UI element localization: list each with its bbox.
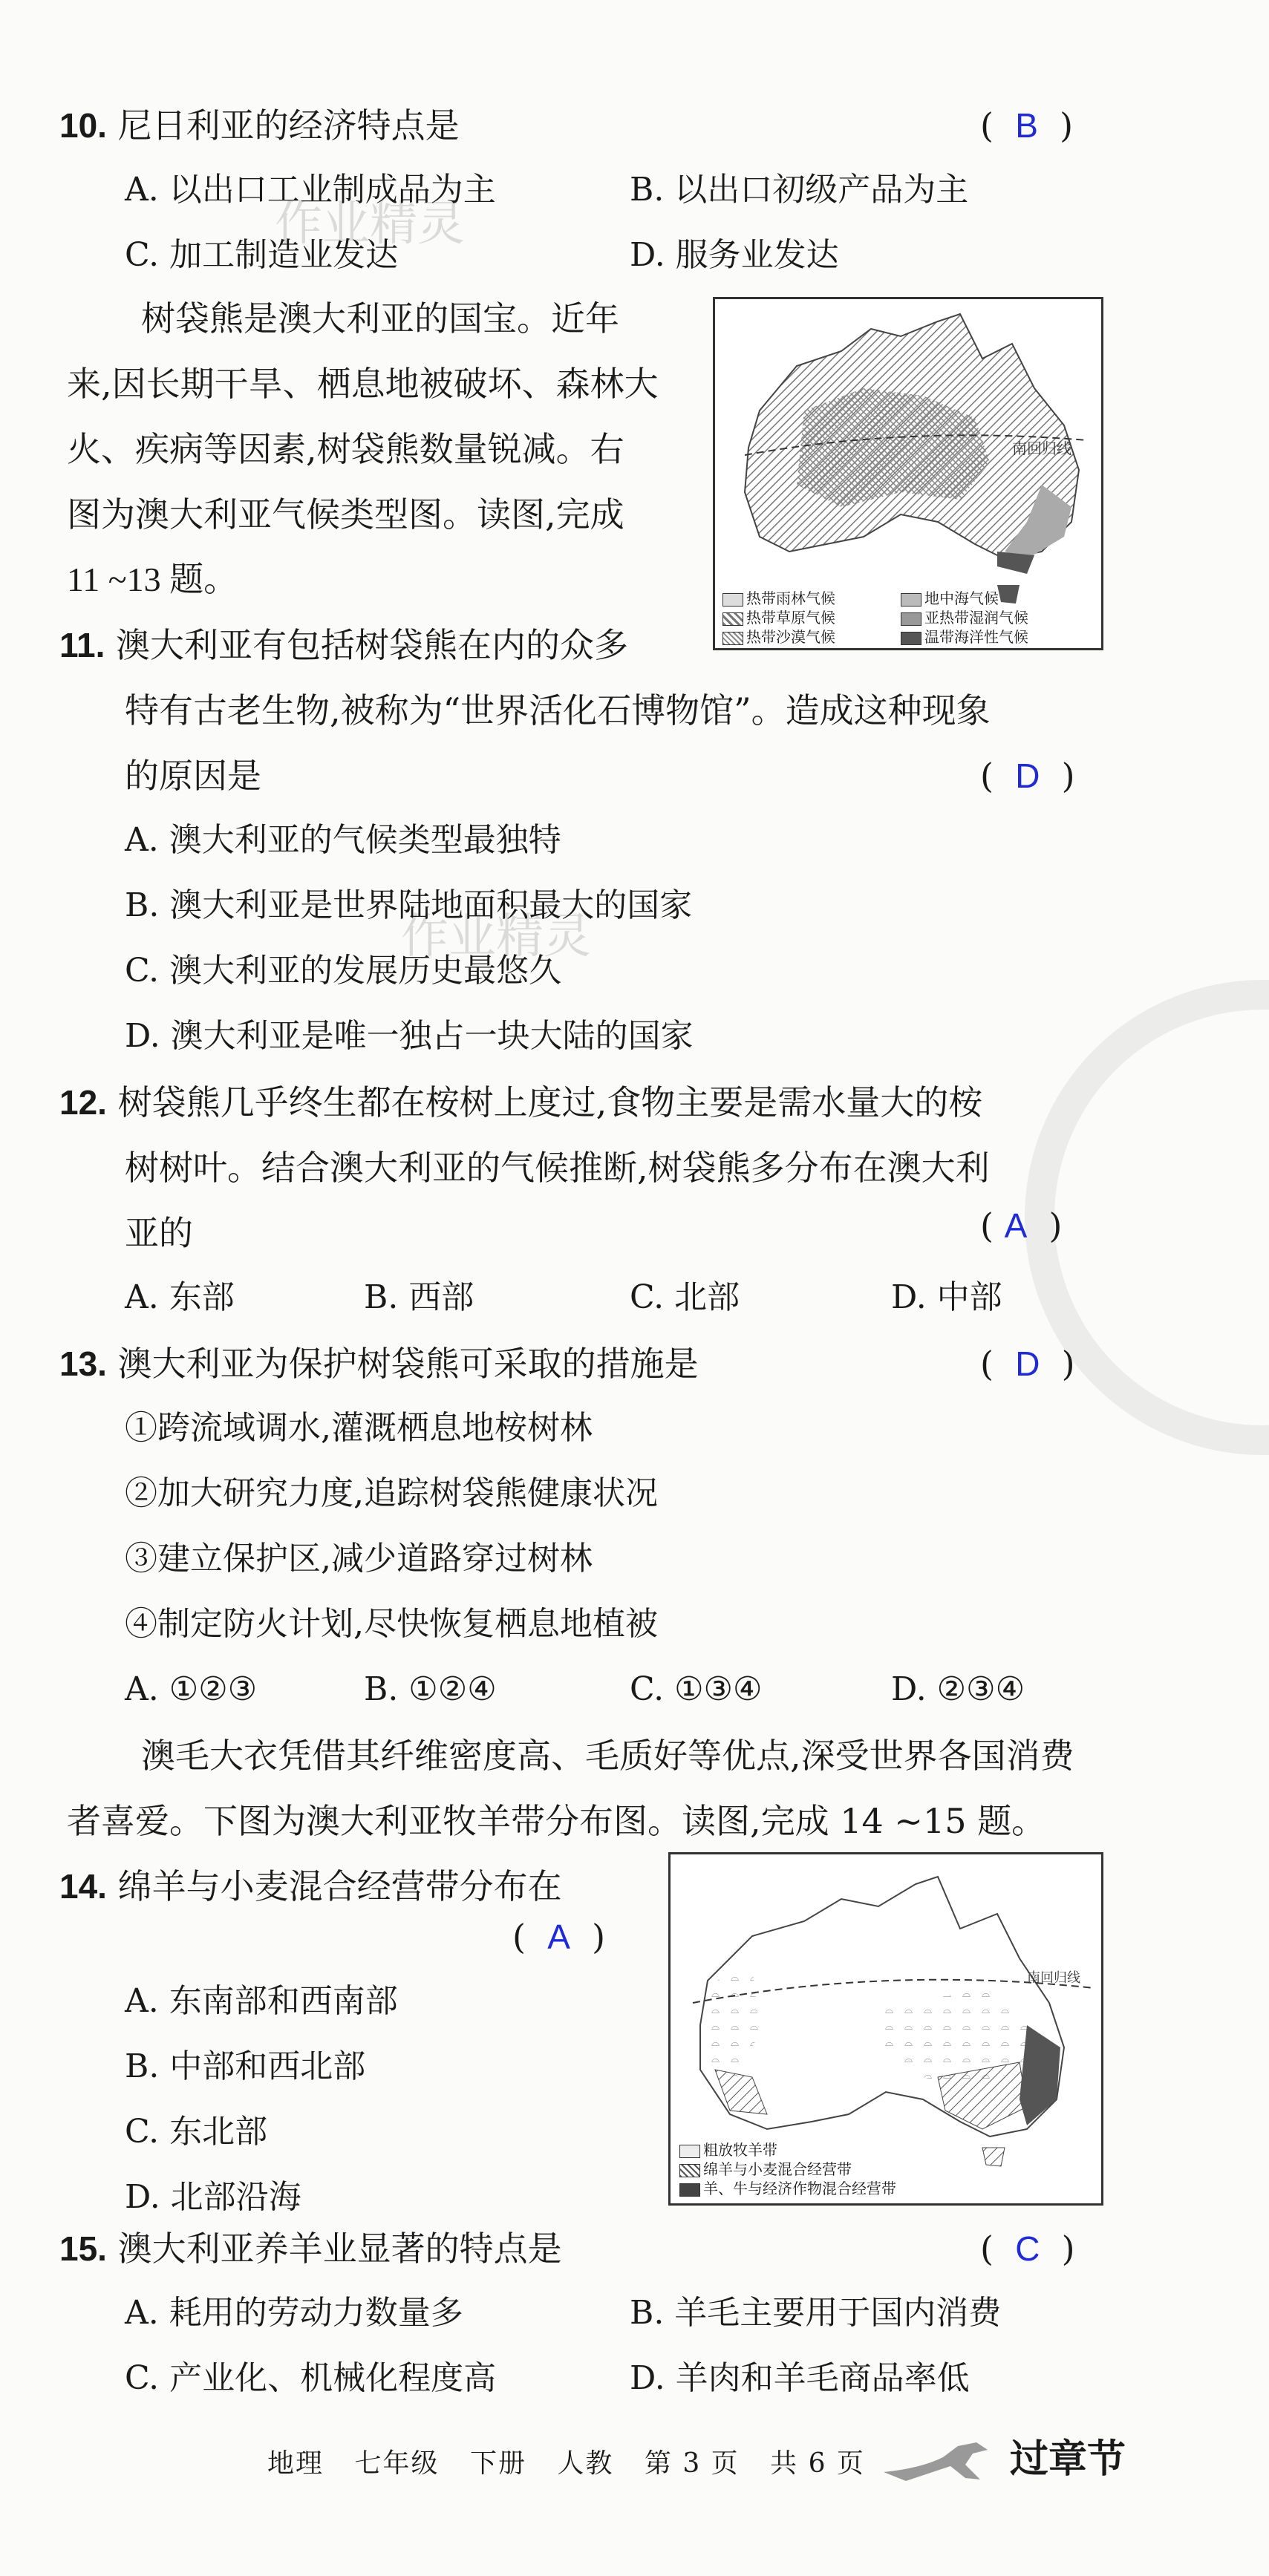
footer-grade: 七年级: [354, 2448, 440, 2479]
intro2-line-1: 澳毛大衣凭借其纤维密度高、毛质好等优点,深受世界各国消费: [141, 1736, 1074, 1776]
q12-stem-line-2: 树树叶。结合澳大利亚的气候推断,树袋熊多分布在澳大利: [125, 1148, 990, 1188]
q15-option-d: D. 羊肉和羊毛商品率低: [630, 2359, 970, 2397]
q11-stem-line-3: 的原因是: [125, 756, 261, 796]
legend-swatch-icon: [901, 593, 921, 607]
tropic-label: 南回归线: [1012, 439, 1071, 457]
page-footer: [267, 2442, 886, 2480]
q14-number: 14.: [59, 1867, 107, 1906]
legend-swatch-icon: [901, 632, 921, 645]
q10-stem: [59, 104, 460, 147]
climate-legend-3: [722, 608, 835, 627]
q14-option-b: B. 中部和西北部: [125, 2047, 366, 2085]
q13-stem: [59, 1342, 699, 1385]
sheep-legend-1: [679, 2140, 777, 2160]
legend-swatch-icon: [722, 593, 743, 607]
intro1-line-3: 火、疾病等因素,树袋熊数量锐减。右: [67, 429, 624, 469]
q11-option-a: A. 澳大利亚的气候类型最独特: [125, 821, 561, 859]
climate-legend-2: [901, 589, 999, 608]
footer-subject: 地理: [267, 2448, 324, 2479]
legend-label: 羊、牛与经济作物混合经营带: [703, 2180, 896, 2197]
intro1-line-4: 图为澳大利亚气候类型图。读图,完成: [67, 494, 624, 535]
q12-answer: A: [1004, 1206, 1028, 1245]
q12-stem-line-1: [59, 1081, 982, 1124]
footer-page: 第 3 页: [644, 2448, 740, 2479]
q13-item-1: ①跨流域调水,灌溉栖息地桉树林: [125, 1409, 593, 1447]
sheep-legend-3: [679, 2179, 896, 2198]
q10-option-a: A. 以出口工业制成品为主: [125, 171, 496, 209]
legend-label: 粗放牧羊带: [703, 2141, 777, 2159]
q13-number: 13.: [59, 1344, 107, 1383]
legend-label: 热带沙漠气候: [746, 628, 835, 646]
q11-answer-box: ( D ): [980, 756, 1075, 796]
q15-option-a: A. 耗用的劳动力数量多: [125, 2294, 463, 2332]
temperate-marine-zone: [997, 552, 1034, 574]
q13-answer: D: [1015, 1344, 1040, 1383]
q11-answer: D: [1015, 756, 1040, 795]
q14-answer-box: ( A ): [512, 1917, 606, 1957]
legend-swatch-icon: [722, 632, 743, 645]
legend-swatch-icon: [679, 2145, 700, 2158]
q15-option-c: C. 产业化、机械化程度高: [125, 2359, 497, 2397]
q14-option-d: D. 北部沿海: [125, 2178, 301, 2216]
q13-item-4: ④制定防火计划,尽快恢复栖息地植被: [125, 1605, 658, 1643]
q10-answer-box: ( B ): [980, 105, 1074, 146]
q14-stem: [59, 1865, 562, 1908]
q11-number: 11.: [59, 626, 105, 664]
q13-option-c: C. ①③④: [630, 1670, 763, 1708]
q15-text: 澳大利亚养羊业显著的特点是: [117, 2229, 562, 2269]
q13-item-3: ③建立保护区,减少道路穿过树林: [125, 1540, 593, 1578]
q12-stem-line-3: 亚的: [125, 1213, 193, 1253]
climate-map-figure: [713, 297, 1103, 650]
tropic-label: 南回归线: [1027, 1970, 1080, 1986]
q10-text: 尼日利亚的经济特点是: [117, 105, 460, 146]
intro1-line-2: 来,因长期干旱、栖息地被破坏、森林大: [67, 364, 659, 404]
q14-text: 绵羊与小麦混合经营带分布在: [117, 1866, 562, 1906]
q15-number: 15.: [59, 2229, 107, 2268]
climate-legend-4: [901, 608, 1028, 627]
legend-swatch-icon: [679, 2183, 700, 2197]
intro1-line-1: 树袋熊是澳大利亚的国宝。近年: [141, 298, 619, 339]
footer-publisher: 人教: [557, 2448, 614, 2479]
q11-text: 澳大利亚有包括树袋熊在内的众多: [116, 625, 629, 665]
q14-option-c: C. 东北部: [125, 2113, 268, 2151]
legend-label: 热带雨林气候: [746, 589, 835, 607]
q12-option-d: D. 中部: [891, 1278, 1002, 1316]
q12-option-b: B. 西部: [364, 1278, 474, 1316]
footer-volume: 下册: [469, 2448, 526, 2479]
sheep-belt-map-figure: [668, 1852, 1103, 2206]
climate-legend-5: [722, 627, 835, 647]
q15-answer: C: [1015, 2229, 1040, 2268]
q11-option-b: B. 澳大利亚是世界陆地面积最大的国家: [125, 886, 693, 924]
watermark-2: 作业精灵: [401, 909, 591, 964]
q12-option-a: A. 东部: [125, 1278, 235, 1316]
climate-legend-1: [722, 589, 835, 608]
intro2-line-2: 者喜爱。下图为澳大利亚牧羊带分布图。读图,完成 14 ~15 题。: [67, 1801, 1046, 1841]
horse-logo-icon: [876, 2428, 1002, 2487]
q10-answer: B: [1015, 106, 1038, 145]
legend-label: 绵羊与小麦混合经营带: [703, 2160, 852, 2178]
legend-label: 亚热带湿润气候: [924, 609, 1028, 627]
q14-answer: A: [547, 1918, 570, 1956]
legend-swatch-icon: [722, 612, 743, 626]
q11-option-c: C. 澳大利亚的发展历史最悠久: [125, 952, 562, 990]
legend-swatch-icon: [901, 612, 921, 626]
tasmania-shape: [997, 585, 1020, 604]
q13-option-d: D. ②③④: [891, 1670, 1025, 1708]
q12-number: 12.: [59, 1083, 107, 1122]
intro1-line-5: 11 ~13 题。: [67, 560, 238, 598]
legend-label: 热带草原气候: [746, 609, 835, 627]
q10-option-c: C. 加工制造业发达: [125, 236, 399, 274]
q10-option-d: D. 服务业发达: [630, 236, 839, 274]
q13-text: 澳大利亚为保护树袋熊可采取的措施是: [117, 1344, 699, 1384]
legend-swatch-icon: [679, 2164, 700, 2177]
q13-option-a: A. ①②③: [125, 1670, 258, 1708]
q14-option-a: A. 东南部和西南部: [125, 1982, 398, 2020]
q13-answer-box: ( D ): [980, 1344, 1075, 1384]
footer-total: 共 6 页: [770, 2448, 865, 2479]
sheep-legend-2: [679, 2160, 852, 2179]
q12-option-c: C. 北部: [630, 1278, 740, 1316]
q15-answer-box: ( C ): [980, 2229, 1075, 2269]
legend-label: 地中海气候: [924, 589, 999, 607]
brand-logo: 过章节: [1010, 2437, 1126, 2482]
q11-stem-line-2: 特有古老生物,被称为“世界活化石博物馆”。造成这种现象: [125, 690, 991, 730]
q13-item-2: ②加大研究力度,追踪树袋熊健康状况: [125, 1474, 658, 1512]
q15-stem: [59, 2227, 562, 2270]
q10-option-b: B. 以出口初级产品为主: [630, 171, 969, 209]
q13-option-b: B. ①②④: [364, 1670, 497, 1708]
climate-legend-6: [901, 627, 1028, 647]
watermark-1: 作业精灵: [275, 197, 465, 252]
q10-number: 10.: [59, 106, 107, 145]
q11-stem-line-1: [59, 624, 628, 667]
q12-text: 树袋熊几乎终生都在桉树上度过,食物主要是需水量大的桉: [117, 1082, 983, 1122]
legend-label: 温带海洋性气候: [924, 628, 1028, 646]
q11-option-d: D. 澳大利亚是唯一独占一块大陆的国家: [125, 1017, 694, 1055]
q12-answer-box: ( A ): [980, 1206, 1063, 1246]
q15-option-b: B. 羊毛主要用于国内消费: [630, 2294, 1002, 2332]
tasmania-shape: [982, 2148, 1005, 2166]
